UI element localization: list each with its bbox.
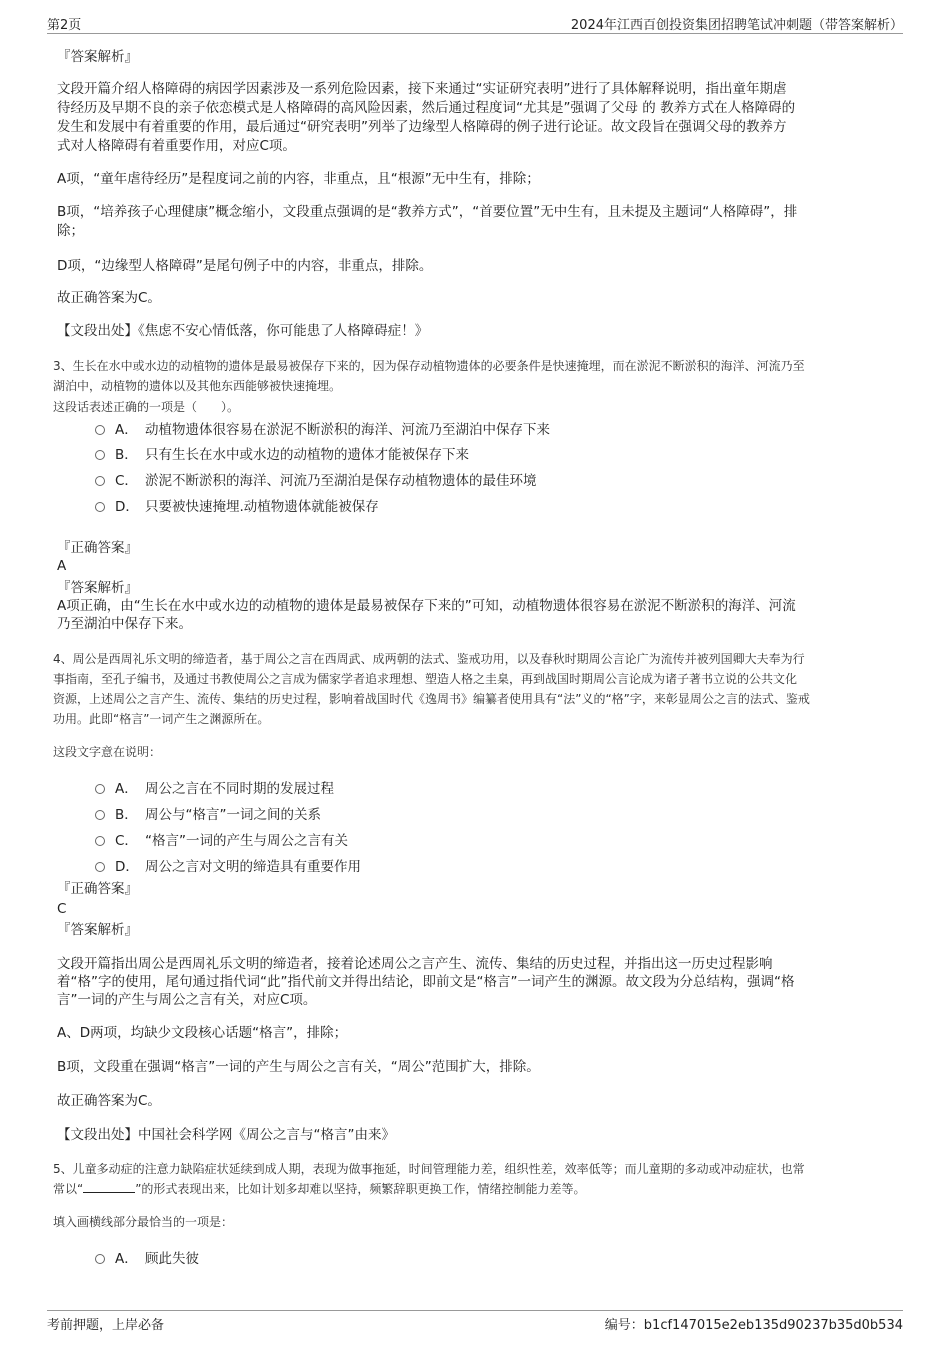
q2-analysis-line-2: 待经历及早期不良的亲子依恋模式是人格障碍的高风险因素，然后通过程度词“尤其是”强调了父母 的 教养方式在人格障碍的 [57, 100, 796, 116]
q3-option-b[interactable]: B． 只有生长在水中或水边的动植物的遗体才能被保存下来 [95, 446, 469, 465]
radio-icon[interactable] [95, 810, 105, 820]
q4-analysis-line-2: 着“格”字的使用，尾句通过指代词“此”指代前文并得出结论，即前文是“格言”一词产生的渊源。故文段为分总结构，强调“格 [57, 974, 795, 990]
q3-analysis-line-1: A项正确，由“生长在水中或水边的动植物的遗体是最易被保存下来的”可知，动植物遗体很容易在淤泥不断淤积的海洋、河流 [57, 598, 796, 614]
q3-question: 这段话表述正确的一项是（ ）。 [53, 400, 240, 414]
q4-stem-line-1: 4、周公是西周礼乐文明的缔造者，基于周公之言在西周武、成两朝的法式、鉴戒功用，以及春秋时期周公言论广为流传并被列国卿大夫奉为行 [53, 652, 805, 666]
footer-slogan: 考前押题，上岸必备 [47, 1318, 165, 1333]
q4-answer-label: 『正确答案』 [57, 881, 138, 897]
q4-conclusion: 故正确答案为C。 [57, 1093, 161, 1109]
radio-icon[interactable] [95, 1254, 105, 1264]
header-divider [47, 33, 903, 34]
radio-icon[interactable] [95, 836, 105, 846]
q4-analysis-line-1: 文段开篇指出周公是西周礼乐文明的缔造者，接着论述周公之言产生、流传、集结的历史过程，并指出这一历史过程影响 [57, 956, 773, 972]
q4-option-a[interactable]: A． 周公之言在不同时期的发展过程 [95, 780, 334, 799]
q2-analysis-line-3: 发生和发展中有着重要的作用，最后通过“研究表明”列举了边缘型人格障碍的例子进行论证。故文段旨在强调父母的教养方 [57, 119, 787, 135]
radio-icon[interactable] [95, 425, 105, 435]
q4-stem-line-3: 资源，上述周公之言产生、流传、集结的历史过程，影响着战国时代《逸周书》编纂者使用具有“法”义的“格”字，来彰显周公之言的法式、鉴戒 [53, 692, 810, 706]
q2-option-d-analysis: D项，“边缘型人格障碍”是尾句例子中的内容，非重点，排除。 [57, 258, 433, 274]
q2-option-b-analysis-1: B项，“培养孩子心理健康”概念缩小，文段重点强调的是“教养方式”，“首要位置”无中生有，且未提及主题词“人格障碍”，排 [57, 204, 798, 220]
q4-stem-line-4: 功用。此即“格言”一词产生之渊源所在。 [53, 712, 270, 726]
q4-option-b-analysis: B项，文段重在强调“格言”一词的产生与周公之言有关，“周公”范围扩大，排除。 [57, 1059, 540, 1075]
q4-option-c[interactable]: C． “格言”一词的产生与周公之言有关 [95, 832, 348, 851]
q4-option-b[interactable]: B． 周公与“格言”一词之间的关系 [95, 806, 321, 825]
q5-stem-line-1: 5、儿童多动症的注意力缺陷症状延续到成人期，表现为做事拖延，时间管理能力差，组织性差，效率低等；而儿童期的多动或冲动症状，也常 [53, 1162, 805, 1176]
q3-stem-line-1: 3、生长在水中或水边的动植物的遗体是最易被保存下来的，因为保存动植物遗体的必要条件是快速掩埋，而在淤泥不断淤积的海洋、河流乃至 [53, 359, 805, 373]
q3-stem-line-2: 湖泊中，动植物的遗体以及其他东西能够被快速掩埋。 [53, 379, 342, 393]
q3-option-a[interactable]: A． 动植物遗体很容易在淤泥不断淤积的海洋、河流乃至湖泊中保存下来 [95, 421, 550, 440]
footer-divider [47, 1310, 903, 1311]
q2-conclusion: 故正确答案为C。 [57, 290, 161, 306]
q3-answer: A [57, 558, 67, 574]
q2-option-a-analysis: A项，“童年虐待经历”是程度词之前的内容，非重点，且“根源”无中生有，排除； [57, 171, 540, 187]
q2-analysis-line-1: 文段开篇介绍人格障碍的病因学因素涉及一系列危险因素，接下来通过“实证研究表明”进行了具体解释说明，指出童年期虐 [57, 81, 787, 97]
q3-analysis-line-2: 乃至湖泊中保存下来。 [57, 616, 192, 632]
q4-source: 【文段出处】中国社会科学网《周公之言与“格言”由来》 [57, 1127, 395, 1143]
q4-option-d[interactable]: D． 周公之言对文明的缔造具有重要作用 [95, 858, 361, 877]
q3-answer-label: 『正确答案』 [57, 540, 138, 556]
q2-source: 【文段出处】《焦虑不安心情低落，你可能患了人格障碍症！》 [57, 323, 429, 339]
radio-icon[interactable] [95, 502, 105, 512]
page-header [0, 0, 950, 36]
q4-stem-line-2: 事指南，至孔子编书，及通过书教使周公之言成为儒家学者追求理想、塑造人格之圭臬，再到战国时期周公言论成为诸子著书立说的公共文化 [53, 672, 798, 686]
q5-question: 填入画横线部分最恰当的一项是： [53, 1215, 234, 1229]
radio-icon[interactable] [95, 450, 105, 460]
q3-option-d[interactable]: D． 只要被快速掩埋.动植物遗体就能被保存 [95, 498, 379, 517]
footer-code: 编号：b1cf147015e2eb135d90237b35d0b534 [604, 1318, 903, 1333]
q3-option-c[interactable]: C． 淤泥不断淤积的海洋、河流乃至湖泊是保存动植物遗体的最佳环境 [95, 472, 537, 491]
radio-icon[interactable] [95, 784, 105, 794]
q2-analysis-line-4: 式对人格障碍有着重要作用，对应C项。 [57, 138, 296, 154]
page-number: 第2页 [47, 18, 82, 33]
q4-option-ad-analysis: A、D两项，均缺少文段核心话题“格言”，排除； [57, 1025, 348, 1041]
q2-option-b-analysis-2: 除； [57, 223, 84, 239]
radio-icon[interactable] [95, 476, 105, 486]
q5-option-a[interactable]: A． 顾此失彼 [95, 1250, 199, 1269]
q5-stem-line-2: 常以“ ”的形式表现出来，比如计划多却难以坚持，频繁辞职更换工作，情绪控制能力差等。 [53, 1182, 586, 1196]
q4-question: 这段文字意在说明： [53, 745, 162, 759]
q2-analysis-label: 『答案解析』 [57, 49, 138, 65]
radio-icon[interactable] [95, 862, 105, 872]
q4-answer: C [57, 901, 67, 917]
document-title: 2024年江西百创投资集团招聘笔试冲刺题（带答案解析） [570, 18, 903, 33]
q4-analysis-line-3: 言”一词的产生与周公之言有关，对应C项。 [57, 992, 317, 1008]
q4-analysis-label: 『答案解析』 [57, 922, 138, 938]
q3-analysis-label: 『答案解析』 [57, 580, 138, 596]
fill-in-blank [83, 1180, 135, 1193]
